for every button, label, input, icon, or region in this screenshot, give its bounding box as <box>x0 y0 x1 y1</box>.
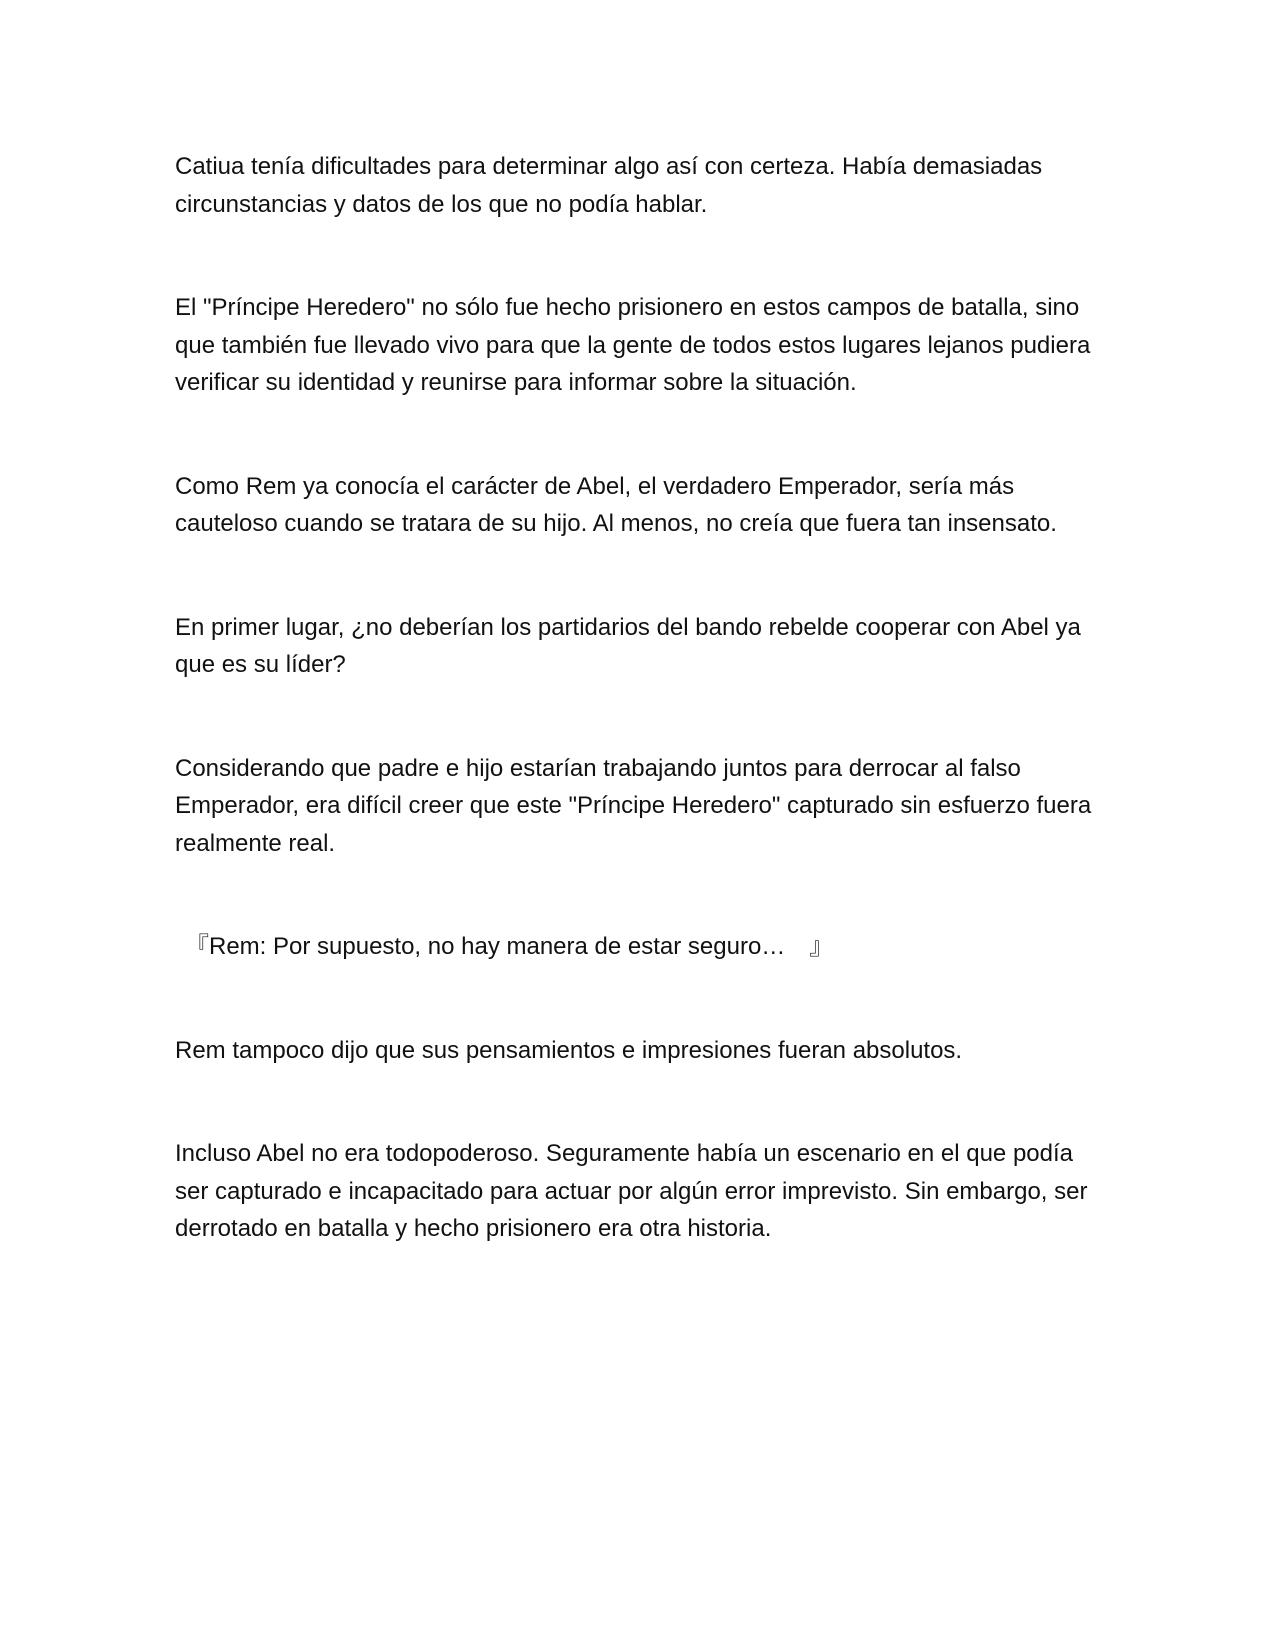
paragraph-7: Rem tampoco dijo que sus pensamientos e impresiones fueran absolutos. <box>175 1036 963 1064</box>
dialogue-line: 『Rem: Por supuesto, no hay manera de estar seguro… 』 <box>185 933 834 960</box>
paragraph-8: Incluso Abel no era todopoderoso. Seguramente había un escenario en el que podía ser capturado e incapacitado para actuar por algún error imprevisto. Sin embargo, ser derrotado en batalla y hecho prisionero era otra historia. <box>175 1140 1088 1242</box>
paragraph-1: Catiua tenía dificultades para determinar algo así con certeza. Había demasiadas circunstancias y datos de los que no podía hablar. <box>175 153 1043 218</box>
paragraph-5: Considerando que padre e hijo estarían trabajando juntos para derrocar al falso Emperador, era difícil creer que este "Príncipe Heredero" capturado sin esfuerzo fuera realmente real. <box>175 754 1092 857</box>
paragraph-4: En primer lugar, ¿no deberían los partidarios del bando rebelde cooperar con Abel ya que es su líder? <box>175 613 1081 678</box>
paragraph-2: El "Príncipe Heredero" no sólo fue hecho prisionero en estos campos de batalla, sino que también fue llevado vivo para que la gente de todos estos lugares lejanos pudiera verificar su identidad y reunirse para informar sobre la situación. <box>175 294 1091 396</box>
document-body <box>175 148 1105 1248</box>
paragraph-3: Como Rem ya conocía el carácter de Abel, el verdadero Emperador, sería más cauteloso cuando se tratara de su hijo. Al menos, no creía que fuera tan insensato. <box>175 472 1057 537</box>
